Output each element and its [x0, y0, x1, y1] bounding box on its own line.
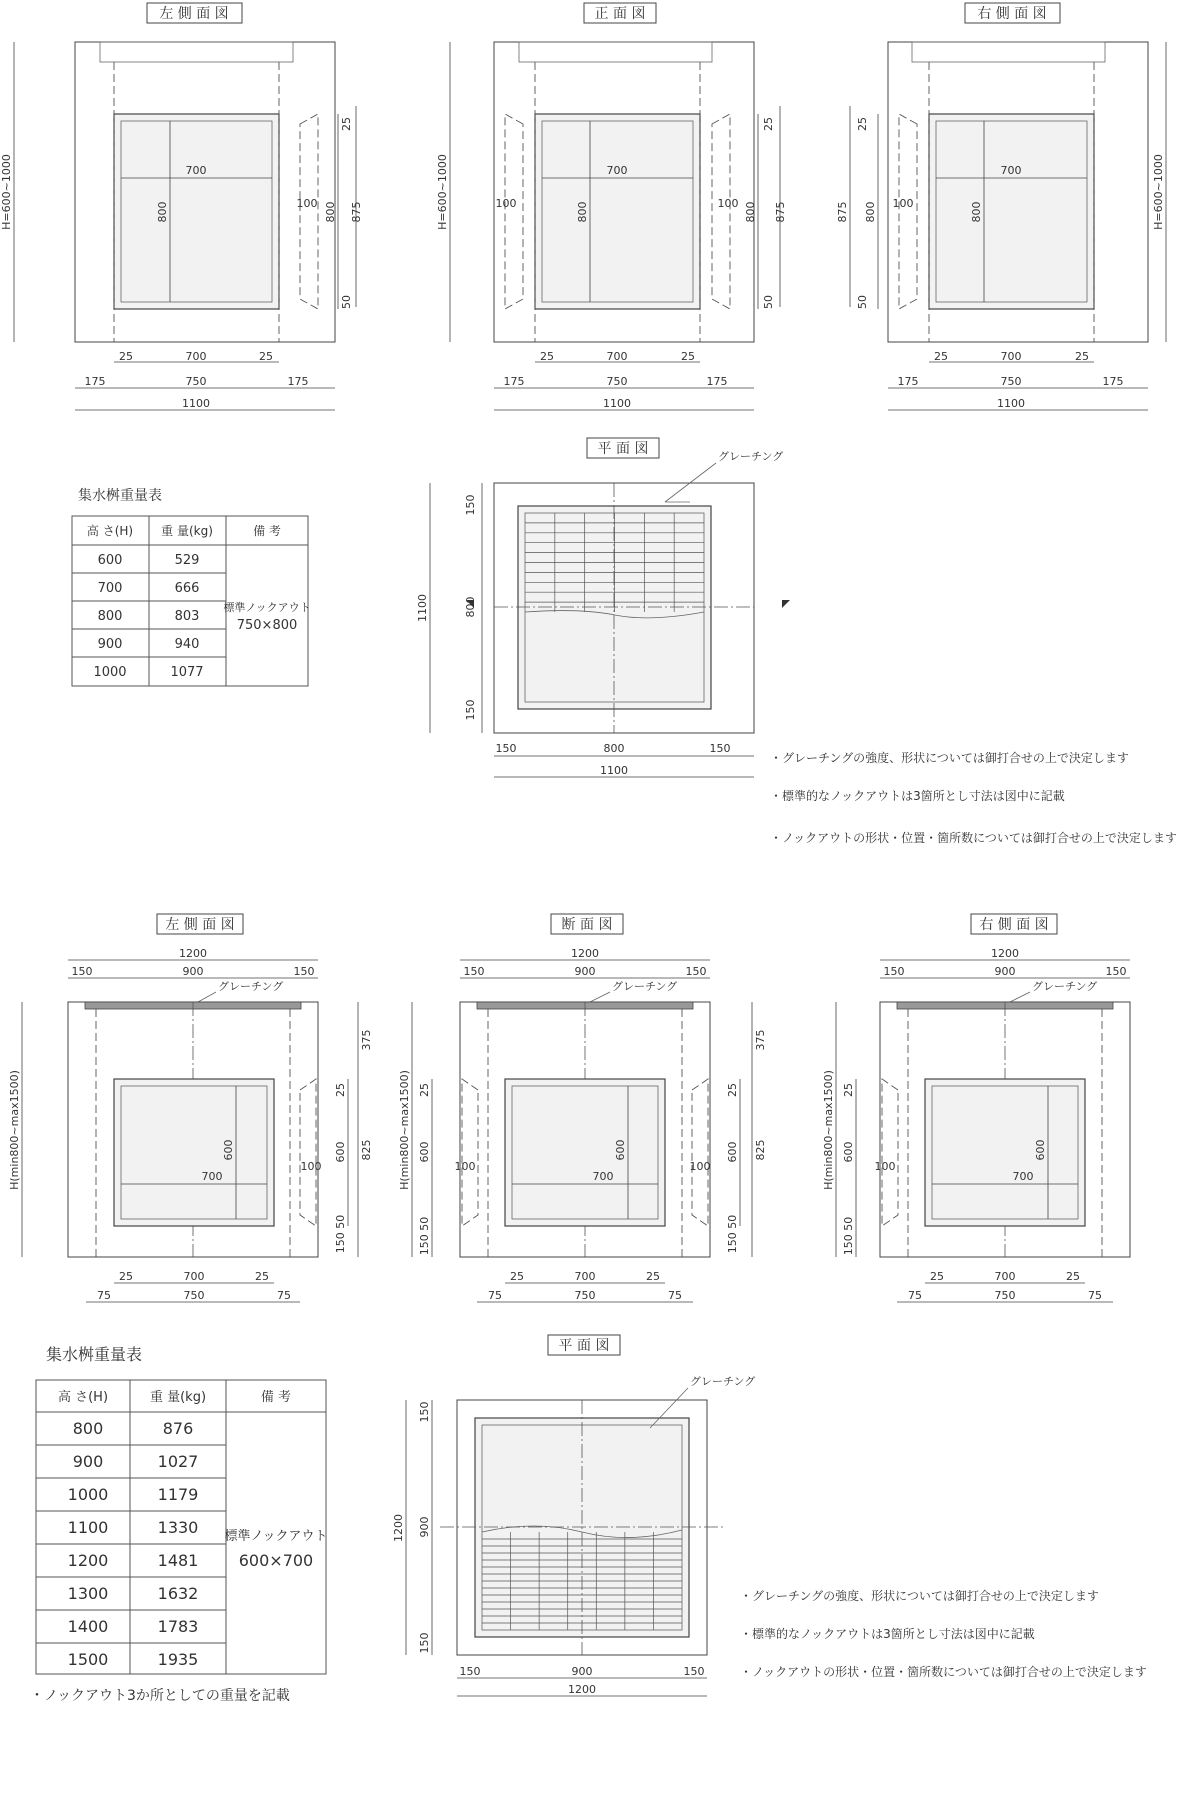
svg-text:375: 375 [360, 1029, 373, 1051]
grating-label: グレーチング [690, 1375, 756, 1388]
side-knockout [462, 1079, 478, 1226]
svg-text:25: 25 [842, 1083, 855, 1097]
svg-text:150 50: 150 50 [418, 1216, 431, 1256]
svg-text:H=600~1000: H=600~1000 [1152, 154, 1165, 230]
svg-text:1935: 1935 [157, 1650, 199, 1669]
svg-text:75: 75 [1088, 1289, 1102, 1302]
svg-text:150: 150 [293, 965, 315, 978]
svg-text:25: 25 [510, 1270, 524, 1283]
svg-text:50: 50 [856, 295, 869, 309]
svg-text:900: 900 [72, 1452, 104, 1471]
svg-text:75: 75 [97, 1289, 111, 1302]
svg-text:750: 750 [1000, 375, 1022, 388]
knockout-frame [925, 1079, 1085, 1226]
svg-text:800: 800 [970, 201, 983, 223]
dim-25: 25 [259, 350, 273, 363]
svg-text:800: 800 [72, 1419, 104, 1438]
svg-text:150: 150 [464, 494, 477, 516]
grating-strip [912, 42, 1105, 62]
svg-text:825: 825 [754, 1139, 767, 1161]
svg-text:150 50: 150 50 [842, 1216, 855, 1256]
svg-text:600: 600 [1034, 1139, 1047, 1161]
table-header: 備 考 [260, 1390, 292, 1405]
svg-text:700: 700 [1000, 350, 1022, 363]
table-footnote: ・ノックアウト3か所としての重量を記載 [30, 1688, 290, 1704]
bottom-plan-view [392, 1335, 755, 1696]
svg-text:800: 800 [864, 201, 877, 223]
svg-text:150: 150 [1105, 965, 1127, 978]
grating-label: グレーチング [218, 980, 284, 993]
dim-700: 700 [185, 350, 207, 363]
table-header: 高 さ(H) [86, 524, 134, 538]
dim-750: 750 [185, 375, 207, 388]
svg-text:150: 150 [418, 1401, 431, 1423]
table-cell: 1077 [170, 665, 204, 680]
svg-text:1330: 1330 [157, 1518, 199, 1537]
top-right-side-view [836, 3, 1166, 410]
dim-100: 100 [296, 197, 318, 210]
svg-text:750: 750 [183, 1289, 205, 1302]
svg-text:800: 800 [464, 596, 477, 618]
bottom-left-side-view [8, 914, 373, 1302]
svg-text:900: 900 [418, 1516, 431, 1538]
table-cell: 1000 [93, 665, 127, 680]
dim-1100: 1100 [182, 397, 210, 410]
side-knockout [300, 114, 318, 309]
top-left-side-view [0, 3, 363, 410]
svg-text:25: 25 [540, 350, 554, 363]
svg-text:75: 75 [908, 1289, 922, 1302]
table-header: 高 さ(H) [57, 1390, 109, 1405]
svg-text:25: 25 [119, 1270, 133, 1283]
svg-text:900: 900 [571, 1665, 593, 1678]
svg-text:1100: 1100 [600, 764, 628, 777]
table-cell: 900 [97, 637, 123, 652]
dim-175: 175 [287, 375, 309, 388]
top-front-view [436, 3, 787, 410]
svg-text:100: 100 [300, 1160, 322, 1173]
table-cell: 800 [97, 609, 123, 624]
svg-text:H=600~1000: H=600~1000 [436, 154, 449, 230]
knockout-frame [505, 1079, 665, 1226]
svg-text:1632: 1632 [157, 1584, 199, 1603]
svg-text:175: 175 [897, 375, 919, 388]
svg-text:25: 25 [762, 117, 775, 131]
svg-text:175: 175 [1102, 375, 1124, 388]
svg-text:100: 100 [495, 197, 517, 210]
table-title: 集水桝重量表 [46, 1345, 143, 1364]
svg-text:1000: 1000 [67, 1485, 109, 1504]
svg-text:100: 100 [689, 1160, 711, 1173]
svg-text:825: 825 [360, 1139, 373, 1161]
bottom-notes [740, 1588, 1147, 1679]
svg-text:700: 700 [592, 1170, 614, 1183]
dim-50: 50 [340, 295, 353, 309]
grating-strip [519, 42, 712, 62]
view-title: 右 側 面 図 [977, 6, 1047, 22]
svg-text:175: 175 [503, 375, 525, 388]
table-remark: 600×700 [238, 1551, 314, 1570]
dim-800: 800 [324, 201, 337, 223]
svg-text:600: 600 [614, 1139, 627, 1161]
view-title: 左 側 面 図 [159, 6, 229, 22]
svg-text:700: 700 [1000, 164, 1022, 177]
svg-text:1027: 1027 [157, 1452, 199, 1471]
table-cell: 666 [174, 581, 200, 596]
view-title: 平 面 図 [597, 441, 649, 457]
svg-text:150 50: 150 50 [334, 1214, 347, 1254]
svg-text:100: 100 [874, 1160, 896, 1173]
svg-text:75: 75 [488, 1289, 502, 1302]
table-header: 重 量(kg) [161, 524, 213, 538]
svg-text:875: 875 [836, 201, 849, 223]
table-cell: 600 [97, 553, 123, 568]
svg-text:25: 25 [418, 1083, 431, 1097]
table-header: 備 考 [253, 524, 281, 538]
bottom-right-side-view [822, 914, 1130, 1302]
dim-height-800: 800 [156, 201, 169, 223]
svg-text:100: 100 [892, 197, 914, 210]
table-remark: 750×800 [236, 618, 298, 633]
svg-text:1100: 1100 [416, 594, 429, 622]
svg-text:700: 700 [183, 1270, 205, 1283]
svg-text:150: 150 [709, 742, 731, 755]
svg-text:25: 25 [334, 1083, 347, 1097]
view-title: 断 面 図 [561, 917, 613, 933]
svg-text:700: 700 [1012, 1170, 1034, 1183]
svg-text:150: 150 [683, 1665, 705, 1678]
svg-text:700: 700 [606, 350, 628, 363]
dim-175: 175 [84, 375, 106, 388]
svg-text:600: 600 [418, 1141, 431, 1163]
svg-text:1200: 1200 [571, 947, 599, 960]
table-header: 重 量(kg) [149, 1390, 207, 1405]
svg-text:25: 25 [1075, 350, 1089, 363]
table-cell: 803 [174, 609, 200, 624]
note: ・グレーチングの強度、形状については御打合せの上で決定します [740, 1589, 1099, 1603]
svg-text:25: 25 [856, 117, 869, 131]
table-cell: 700 [97, 581, 123, 596]
svg-text:150: 150 [459, 1665, 481, 1678]
svg-text:75: 75 [668, 1289, 682, 1302]
svg-text:150: 150 [464, 699, 477, 721]
svg-text:375: 375 [754, 1029, 767, 1051]
svg-text:150: 150 [495, 742, 517, 755]
bottom-weight-table [30, 1345, 328, 1704]
svg-text:1481: 1481 [157, 1551, 199, 1570]
grating-label: グレーチング [718, 450, 784, 463]
svg-text:1500: 1500 [67, 1650, 109, 1669]
svg-text:150 50: 150 50 [726, 1214, 739, 1254]
svg-text:1200: 1200 [991, 947, 1019, 960]
top-plan-view [416, 438, 790, 777]
dim-width-700: 700 [185, 164, 207, 177]
svg-text:1100: 1100 [67, 1518, 109, 1537]
knockout-frame [929, 114, 1094, 309]
table-title: 集水桝重量表 [78, 488, 162, 504]
svg-text:1200: 1200 [568, 1683, 596, 1696]
grating-label: グレーチング [612, 980, 678, 993]
svg-text:25: 25 [255, 1270, 269, 1283]
view-title: 左 側 面 図 [165, 917, 235, 933]
svg-text:1100: 1100 [997, 397, 1025, 410]
side-knockout [712, 114, 730, 309]
bottom-section-view [398, 914, 767, 1302]
table-remark: 標準ノックアウト [224, 1529, 328, 1544]
svg-text:25: 25 [646, 1270, 660, 1283]
side-knockout [899, 114, 917, 309]
note: ・ノックアウトの形状・位置・箇所数については御打合せの上で決定します [740, 1665, 1147, 1679]
svg-text:150: 150 [71, 965, 93, 978]
knockout-frame [535, 114, 700, 309]
svg-text:150: 150 [418, 1632, 431, 1654]
view-title: 平 面 図 [558, 1338, 610, 1354]
table-cell: 940 [174, 637, 200, 652]
view-title: 右 側 面 図 [979, 917, 1049, 933]
side-knockout [300, 1079, 316, 1226]
svg-text:876: 876 [162, 1419, 194, 1438]
svg-text:700: 700 [606, 164, 628, 177]
table-remark: 標準ノックアウト [223, 601, 311, 614]
svg-text:600: 600 [726, 1141, 739, 1163]
dim-height: H=600~1000 [0, 154, 13, 230]
svg-text:750: 750 [994, 1289, 1016, 1302]
side-knockout [882, 1079, 898, 1226]
svg-text:600: 600 [334, 1141, 347, 1163]
side-knockout [692, 1079, 708, 1226]
svg-text:25: 25 [726, 1083, 739, 1097]
svg-text:1200: 1200 [179, 947, 207, 960]
svg-text:25: 25 [1066, 1270, 1080, 1283]
knockout-frame [114, 114, 279, 309]
svg-text:150: 150 [883, 965, 905, 978]
svg-text:700: 700 [201, 1170, 223, 1183]
svg-text:150: 150 [463, 965, 485, 978]
knockout-frame [114, 1079, 274, 1226]
svg-text:175: 175 [706, 375, 728, 388]
svg-text:800: 800 [576, 201, 589, 223]
dim-875: 875 [350, 201, 363, 223]
svg-text:100: 100 [717, 197, 739, 210]
view-title: 正 面 図 [594, 6, 646, 22]
side-knockout [505, 114, 523, 309]
dim-25: 25 [119, 350, 133, 363]
svg-text:900: 900 [574, 965, 596, 978]
note: ・グレーチングの強度、形状については御打合せの上で決定します [770, 751, 1129, 765]
svg-text:25: 25 [934, 350, 948, 363]
svg-text:1200: 1200 [392, 1514, 405, 1542]
table-cell: 529 [174, 553, 200, 568]
svg-text:H(min800~max1500): H(min800~max1500) [398, 1070, 411, 1190]
svg-text:1179: 1179 [157, 1485, 199, 1504]
svg-text:1100: 1100 [603, 397, 631, 410]
svg-text:750: 750 [574, 1289, 596, 1302]
svg-text:900: 900 [994, 965, 1016, 978]
svg-text:600: 600 [222, 1139, 235, 1161]
grating-strip [100, 42, 293, 62]
grating-label: グレーチング [1032, 980, 1098, 993]
top-notes [770, 750, 1177, 845]
svg-text:875: 875 [774, 201, 787, 223]
svg-text:1200: 1200 [67, 1551, 109, 1570]
note: ・ノックアウトの形状・位置・箇所数については御打合せの上で決定します [770, 831, 1177, 845]
note: ・標準的なノックアウトは3箇所とし寸法は図中に記載 [770, 789, 1065, 803]
svg-text:75: 75 [277, 1289, 291, 1302]
svg-text:750: 750 [606, 375, 628, 388]
svg-text:600: 600 [842, 1141, 855, 1163]
svg-text:800: 800 [603, 742, 625, 755]
svg-text:800: 800 [744, 201, 757, 223]
svg-text:H(min800~max1500): H(min800~max1500) [822, 1070, 835, 1190]
svg-text:25: 25 [930, 1270, 944, 1283]
svg-text:25: 25 [681, 350, 695, 363]
svg-text:100: 100 [454, 1160, 476, 1173]
svg-text:700: 700 [994, 1270, 1016, 1283]
svg-text:900: 900 [182, 965, 204, 978]
svg-text:700: 700 [574, 1270, 596, 1283]
svg-text:50: 50 [762, 295, 775, 309]
note: ・標準的なノックアウトは3箇所とし寸法は図中に記載 [740, 1627, 1035, 1641]
svg-text:1400: 1400 [67, 1617, 109, 1636]
svg-text:1300: 1300 [67, 1584, 109, 1603]
svg-text:150: 150 [685, 965, 707, 978]
svg-text:H(min800~max1500): H(min800~max1500) [8, 1070, 21, 1190]
svg-text:1783: 1783 [157, 1617, 199, 1636]
top-weight-table [72, 487, 311, 686]
dim-25: 25 [340, 117, 353, 131]
